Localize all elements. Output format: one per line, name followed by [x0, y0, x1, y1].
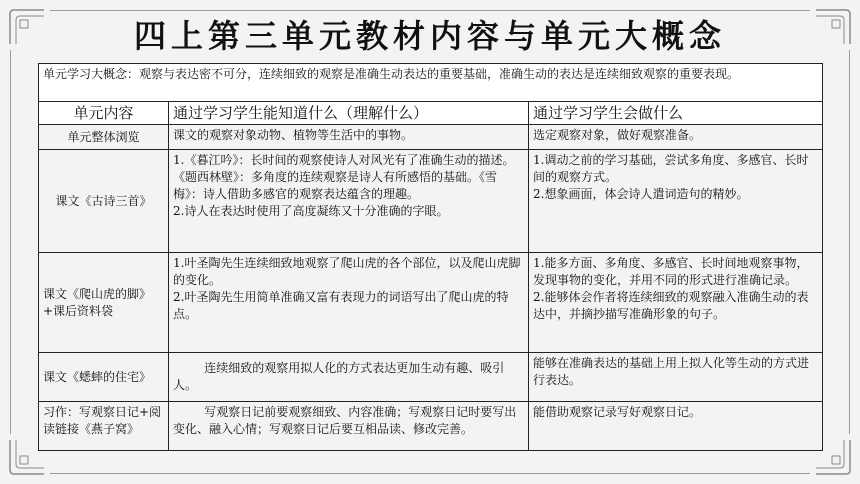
know-cell — [169, 402, 529, 451]
know-cell — [169, 353, 529, 402]
unit-concept-text: 单元学习大概念：观察与表达密不可分，连续细致的观察是准确生动表达的重要基础，准确生动的表达是连续细致观察的重要表现。 — [39, 64, 823, 102]
know-cell — [169, 150, 529, 253]
do-cell — [529, 353, 823, 402]
do-cell — [529, 402, 823, 451]
row-label: 单元整体浏览 — [39, 125, 169, 150]
do-text: 选定观察对象，做好观察准备。 — [533, 128, 702, 142]
know-text: 连续细致的观察用拟人化的方式表达更加生动有趣、吸引人。 — [173, 361, 505, 392]
row-label: 习作：写观察日记+阅读链接《燕子窝》 — [39, 402, 169, 451]
do-text: 1.调动之前的学习基础，尝试多角度、多感官、长时间的观察方式。 — [533, 153, 809, 184]
header-do: 通过学习学生会做什么 — [529, 102, 823, 125]
do-cell — [529, 253, 823, 353]
table-row — [39, 253, 823, 353]
table-row — [39, 402, 823, 451]
do-cell — [529, 150, 823, 253]
unit-concept-row — [39, 64, 823, 102]
do-text: 2.想象画面，体会诗人遣词造句的精妙。 — [533, 187, 749, 201]
do-text: 能够在准确表达的基础上用上拟人化等生动的方式进行表达。 — [533, 356, 810, 387]
do-text: 能借助观察记录写好观察日记。 — [533, 405, 702, 419]
know-text: 课文的观察对象动物、植物等生活中的事物。 — [173, 128, 414, 142]
frame-edge-left — [10, 50, 11, 434]
know-cell — [169, 125, 529, 150]
know-text: 1.《暮江吟》：长时间的观察使诗人对风光有了准确生动的描述。《题西林壁》：多角度的连续观察是诗人有所感悟的基础。《雪梅》：诗人借助多感官的观察表达蕴含的理趣。 — [173, 153, 515, 201]
table-row — [39, 125, 823, 150]
frame-edge-bottom — [50, 473, 810, 474]
do-text: 2.能够体会作者将连续细致的观察融入准确生动的表达中，并摘抄描写准确形象的句子。 — [533, 290, 809, 321]
know-text: 2.叶圣陶先生用简单准确又富有表现力的词语写出了爬山虎的特点。 — [173, 290, 509, 321]
table-row — [39, 150, 823, 253]
table-row — [39, 353, 823, 402]
header-unit-content: 单元内容 — [39, 102, 169, 125]
page-title: 四上第三单元教材内容与单元大概念 — [133, 17, 726, 55]
unit-content-table — [38, 63, 823, 451]
know-text: 1.叶圣陶先生连续细致地观察了爬山虎的各个部位，以及爬山虎脚的变化。 — [173, 256, 521, 287]
header-know: 通过学习学生能知道什么（理解什么） — [169, 102, 529, 125]
row-label: 课文《古诗三首》 — [39, 150, 169, 253]
frame-edge-right — [849, 50, 850, 434]
know-text: 写观察日记前要观察细致、内容准确；写观察日记时要写出变化、融入心情；写观察日记后要互相品读、修改完善。 — [173, 405, 517, 436]
row-label: 课文《爬山虎的脚》+课后资料袋 — [39, 253, 169, 353]
know-text: 2.诗人在表达时使用了高度凝练又十分准确的字眼。 — [173, 204, 449, 218]
know-cell — [169, 253, 529, 353]
do-text: 1.能多方面、多角度、多感官、长时间地观察事物，发现事物的变化，并用不同的形式进行准确记录。 — [533, 256, 809, 287]
table-header-row — [39, 102, 823, 125]
row-label: 课文《蟋蟀的住宅》 — [39, 353, 169, 402]
frame-edge-top — [50, 10, 810, 11]
do-cell — [529, 125, 823, 150]
